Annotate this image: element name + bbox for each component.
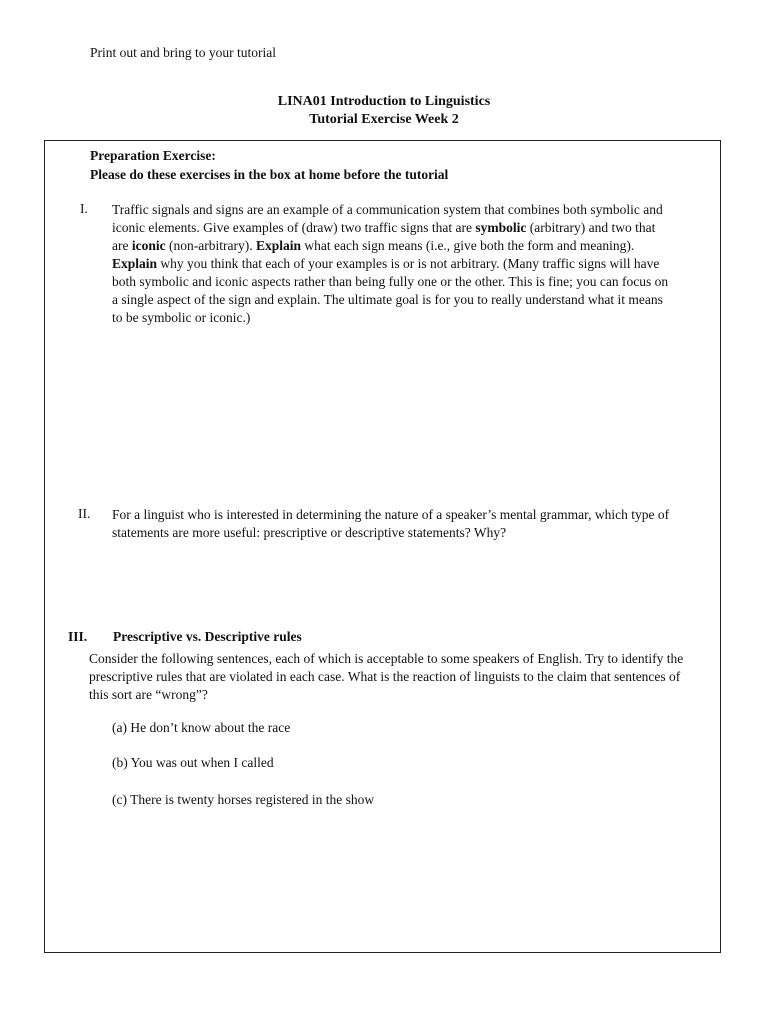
q1-bold-symbolic: symbolic xyxy=(475,220,527,235)
q1-bold-explain: Explain xyxy=(255,238,301,253)
preparation-label: Preparation Exercise: xyxy=(90,148,216,163)
q1-text-part: (non-arbitrary). xyxy=(165,238,256,253)
preparation-heading xyxy=(90,146,448,184)
question-3-title: Prescriptive vs. Descriptive rules xyxy=(113,629,302,644)
example-sentence-c: (c) There is twenty horses registered in the show xyxy=(112,792,375,807)
q1-bold-iconic: iconic xyxy=(131,238,166,253)
question-2-numeral: II. xyxy=(78,506,91,521)
example-sentence-b: (b) You was out when I called xyxy=(112,755,274,770)
question-2-text: For a linguist who is interested in determining the nature of a speaker’s mental grammar, which type of statements are more useful: prescriptive or descriptive statements? Why? xyxy=(112,507,670,540)
question-3-text: Consider the following sentences, each of which is acceptable to some speakers of English. Try to identify the prescriptive rules that are violated in each case. What is the reaction of linguists to the claim that sentences of this sort are “wrong”? xyxy=(89,651,684,702)
course-title: LINA01 Introduction to Linguistics xyxy=(277,94,491,109)
q1-text-part: why you think that each of your examples is or is not arbitrary. (Many traffic signs will have both symbolic and iconic aspects rather than being fully one or the other. This is fine; you can focus on a single aspect of the sign and explain. The ultimate goal is for you to really understand what it means to be symbolic or iconic.) xyxy=(112,256,669,325)
q1-bold-explain: Explain xyxy=(112,256,158,271)
q1-text-part: (arbitrary) and two that are xyxy=(112,220,656,253)
question-1-text xyxy=(112,201,672,327)
q1-text-part: Traffic signals and signs are an example of a communication system that combines both symbolic and iconic elements. Give examples of (draw) two traffic signs that are xyxy=(112,202,663,235)
exercise-title: Tutorial Exercise Week 2 xyxy=(309,112,459,127)
example-sentence-a: (a) He don’t know about the race xyxy=(112,720,291,735)
q1-text-part: what each sign means (i.e., give both the form and meaning). xyxy=(300,238,635,253)
question-1-numeral: I. xyxy=(80,201,88,216)
preparation-instruction: Please do these exercises in the box at home before the tutorial xyxy=(90,167,449,182)
print-instruction: Print out and bring to your tutorial xyxy=(90,45,276,60)
question-3-numeral: III. xyxy=(68,629,88,644)
